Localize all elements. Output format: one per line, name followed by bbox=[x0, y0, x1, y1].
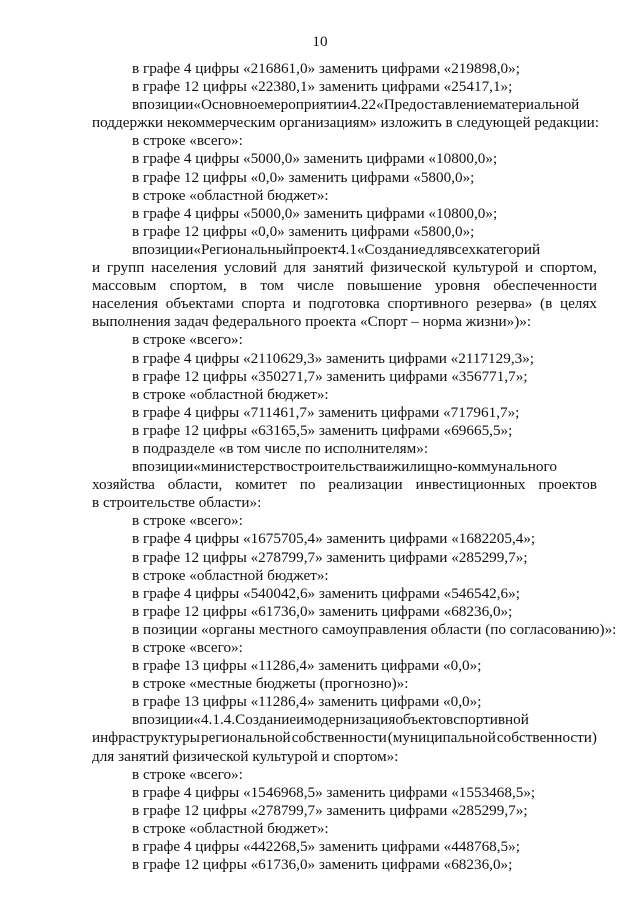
document-body bbox=[0, 60, 640, 874]
text-line: в строке «всего»: bbox=[132, 765, 243, 783]
text-line: в строке «всего»: bbox=[132, 132, 243, 150]
text-line: массовым спортом, в том числе повышение уровня обеспеченности bbox=[92, 277, 597, 295]
text-line: в графе 12 цифры «350271,7» заменить цифрами «356771,7»; bbox=[132, 367, 528, 385]
text-line: в графе 4 цифры «442268,5» заменить цифрами «448768,5»; bbox=[132, 838, 520, 856]
text-line: в позиции «Региональный проект 4.1 «Создание для всех категорий bbox=[132, 240, 541, 258]
text-line: населения объектами спорта и подготовка спортивного резерва» (в целях bbox=[92, 295, 597, 313]
text-line: в строке «областной бюджет»: bbox=[132, 385, 329, 403]
text-line: в строке «областной бюджет»: bbox=[132, 819, 329, 837]
text-line: поддержки некоммерческим организациям» изложить в следующей редакции: bbox=[92, 114, 599, 132]
text-line: в строке «всего»: bbox=[132, 331, 243, 349]
text-line: в графе 4 цифры «540042,6» заменить цифрами «546542,6»; bbox=[132, 584, 520, 602]
text-line: хозяйства области, комитет по реализации инвестиционных проектов bbox=[92, 476, 597, 494]
text-line: в графе 4 цифры «1675705,4» заменить цифрами «1682205,4»; bbox=[132, 530, 536, 548]
text-line: в графе 12 цифры «278799,7» заменить цифрами «285299,7»; bbox=[132, 801, 528, 819]
text-line: в графе 13 цифры «11286,4» заменить цифрами «0,0»; bbox=[132, 693, 482, 711]
text-line: в строительстве области»: bbox=[92, 494, 262, 512]
text-line: в графе 12 цифры «61736,0» заменить цифрами «68236,0»; bbox=[132, 602, 513, 620]
text-line: в графе 4 цифры «1546968,5» заменить цифрами «1553468,5»; bbox=[132, 783, 536, 801]
text-line: в графе 4 цифры «5000,0» заменить цифрами «10800,0»; bbox=[132, 204, 498, 222]
text-line: в графе 4 цифры «216861,0» заменить цифрами «219898,0»; bbox=[132, 60, 520, 77]
text-line: в графе 12 цифры «278799,7» заменить цифрами «285299,7»; bbox=[132, 548, 528, 566]
text-line: в подразделе «в том числе по исполнителям»: bbox=[132, 439, 429, 457]
text-line: в графе 12 цифры «0,0» заменить цифрами «5800,0»; bbox=[132, 222, 475, 240]
text-line: в графе 4 цифры «5000,0» заменить цифрами «10800,0»; bbox=[132, 150, 498, 168]
text-line: в позиции «4.1.4. Создание и модернизация объектов спортивной bbox=[132, 711, 529, 729]
page-number: 10 bbox=[312, 33, 328, 50]
text-line: в графе 4 цифры «2110629,3» заменить цифрами «2117129,3»; bbox=[132, 349, 535, 367]
text-line: в графе 4 цифры «711461,7» заменить цифрами «717961,7»; bbox=[132, 403, 520, 421]
text-line: в строке «областной бюджет»: bbox=[132, 186, 329, 204]
text-line: в позиции «органы местного самоуправления области (по согласованию)»: bbox=[132, 620, 617, 638]
text-line: выполнения задач федерального проекта «Спорт – норма жизни»)»: bbox=[92, 313, 532, 331]
text-line: в позиции «Основное мероприятии 4.22 «Предоставление материальной bbox=[132, 96, 580, 114]
text-line: в позиции «министерство строительства и жилищно-коммунального bbox=[132, 458, 557, 476]
text-line: в графе 12 цифры «63165,5» заменить цифрами «69665,5»; bbox=[132, 421, 513, 439]
text-line: в строке «областной бюджет»: bbox=[132, 566, 329, 584]
text-line: в графе 12 цифры «22380,1» заменить цифрами «25417,1»; bbox=[132, 78, 513, 96]
text-line: в строке «местные бюджеты (прогнозно)»: bbox=[132, 675, 409, 693]
text-line: и групп населения условий для занятий физической культурой и спортом, bbox=[92, 259, 597, 277]
text-line: в строке «всего»: bbox=[132, 639, 243, 656]
text-line: в строке «всего»: bbox=[132, 512, 243, 530]
text-line: в графе 12 цифры «61736,0» заменить цифрами «68236,0»; bbox=[132, 856, 513, 874]
text-line: в графе 13 цифры «11286,4» заменить цифрами «0,0»; bbox=[132, 657, 482, 675]
text-line: в графе 12 цифры «0,0» заменить цифрами «5800,0»; bbox=[132, 168, 475, 186]
text-line: инфраструктуры региональной собственности (муниципальной собственности) bbox=[92, 729, 597, 747]
text-line: для занятий физической культурой и спортом»: bbox=[92, 747, 399, 765]
